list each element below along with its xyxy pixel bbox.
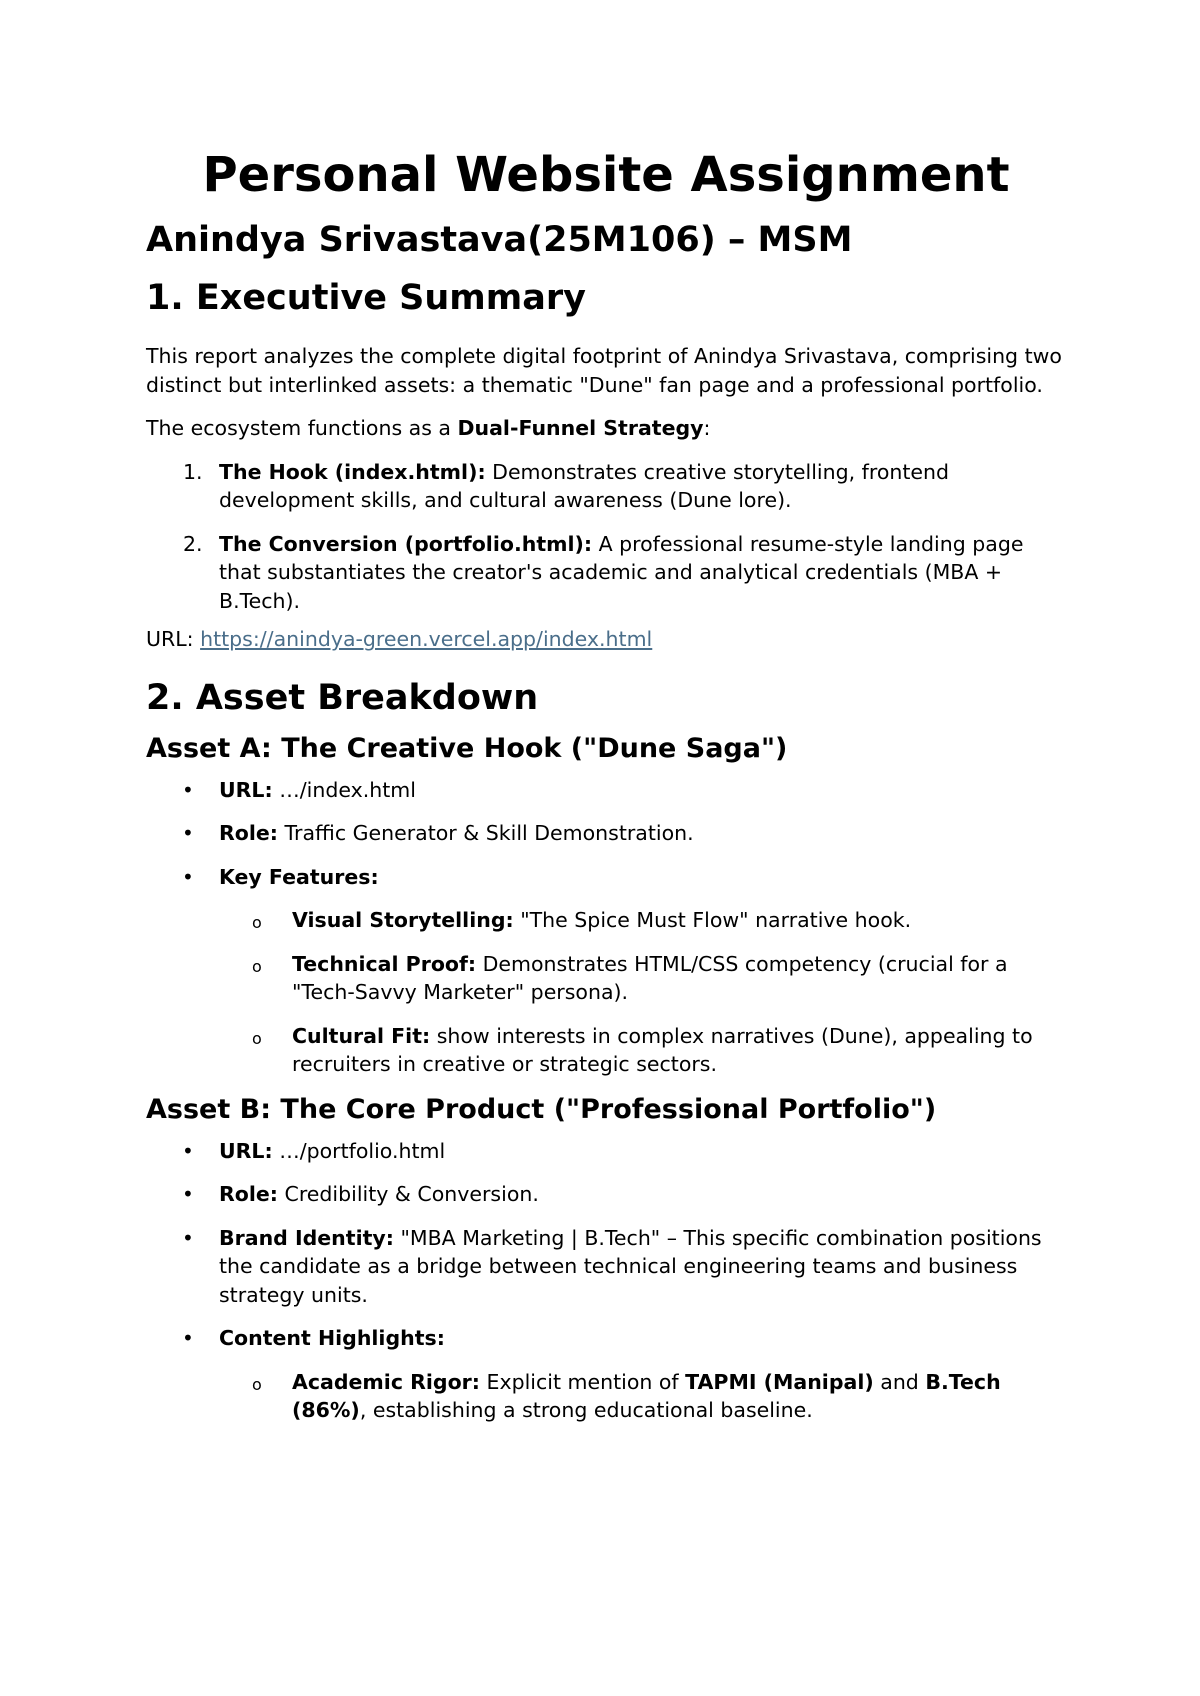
features-sublist <box>219 906 1066 1079</box>
item-label: Key Features: <box>219 864 379 889</box>
list-item <box>146 776 1066 805</box>
asset-a-heading: Asset A: The Creative Hook ("Dune Saga") <box>146 732 788 764</box>
sublist-item <box>219 950 1066 1007</box>
sub-bullet-marker: o <box>252 1374 262 1394</box>
list-item <box>146 1224 1066 1310</box>
list-number: 1. <box>183 459 203 484</box>
item-label: Cultural Fit: <box>292 1023 431 1048</box>
item-label: Academic Rigor: <box>292 1369 480 1394</box>
asset-b-heading: Asset B: The Core Product ("Professional Portfolio") <box>146 1093 937 1125</box>
funnel-list <box>146 458 1066 616</box>
item-text: Explicit mention of <box>479 1369 686 1394</box>
item-bold: TAPMI (Manipal) <box>685 1369 874 1394</box>
author-line: Anindya Srivastava(25M106) – MSM <box>146 220 853 260</box>
item-label: URL: <box>219 1138 273 1163</box>
bullet-marker: • <box>182 821 194 845</box>
bullet-marker: • <box>182 1138 194 1163</box>
item-label: Role: <box>219 1182 278 1206</box>
item-text: show interests in complex narratives (Dune), appealing to recruiters in creative or strategic sectors. <box>292 1023 1033 1076</box>
item-label: Visual Storytelling: <box>292 908 514 932</box>
item-text: Traffic Generator & Skill Demonstration. <box>278 821 694 845</box>
item-text: Demonstrates HTML/CSS competency (crucial for a "Tech-Savvy Marketer" persona). <box>292 951 1008 1004</box>
bullet-marker: • <box>182 1182 194 1206</box>
document-body <box>146 146 1066 1425</box>
list-item <box>146 1324 1066 1425</box>
bullet-marker: • <box>182 864 194 889</box>
site-url-link[interactable]: https://anindya-green.vercel.app/index.html <box>200 627 653 651</box>
sub-bullet-marker: o <box>252 913 262 932</box>
item-label: Role: <box>219 821 278 845</box>
list-item <box>146 458 1066 515</box>
asset-b-list <box>146 1137 1066 1425</box>
summary-intro: This report analyzes the complete digital footprint of Anindya Srivastava, comprising two distinct but interlinked assets: a thematic "Dune" fan page and a professional portfolio. <box>146 344 1062 397</box>
sublist-item <box>219 1368 1066 1425</box>
list-item <box>146 1137 1066 1166</box>
item-label: The Hook (index.html): <box>219 459 486 484</box>
sublist-item <box>219 906 1066 935</box>
item-label: The Conversion (portfolio.html): <box>219 531 593 556</box>
item-text: Demonstrates creative storytelling, frontend development skills, and cultural awareness (Dune lore). <box>219 459 950 512</box>
item-text: "MBA Marketing | B.Tech" – This specific combination positions the candidate as a bridge between technical engineering teams and business strategy units. <box>219 1225 1042 1307</box>
bullet-marker: • <box>182 777 194 802</box>
item-text: "The Spice Must Flow" narrative hook. <box>513 908 912 932</box>
lead-suffix: : <box>703 416 711 440</box>
item-label: Brand Identity: <box>219 1225 394 1250</box>
asset-a-list <box>146 776 1066 1079</box>
lead-text: The ecosystem functions as a <box>146 416 458 440</box>
bullet-marker: • <box>182 1225 194 1250</box>
item-bold: B.Tech (86%) <box>292 1369 1001 1422</box>
sub-bullet-marker: o <box>252 1028 262 1048</box>
item-label: URL: <box>219 777 273 802</box>
section-heading-asset-breakdown: 2. Asset Breakdown <box>146 677 539 718</box>
sub-bullet-marker: o <box>252 956 262 976</box>
item-text: , establishing a strong educational baseline. <box>359 1398 813 1422</box>
item-text: Credibility & Conversion. <box>278 1182 539 1206</box>
item-text: …/index.html <box>272 777 416 802</box>
strategy-lead <box>146 414 1066 443</box>
item-label: Content Highlights: <box>219 1326 445 1350</box>
item-text: A professional resume-style landing page that substantiates the creator's academic and analytical credentials (MBA + B.Tech). <box>219 531 1024 613</box>
url-label: URL: <box>146 627 201 651</box>
bullet-marker: • <box>182 1326 194 1350</box>
item-text: and <box>873 1369 926 1394</box>
list-item <box>146 863 1066 1079</box>
list-item <box>146 1180 1066 1209</box>
item-label: Technical Proof: <box>292 951 477 976</box>
list-number: 2. <box>183 531 203 556</box>
list-item <box>146 530 1066 616</box>
list-item <box>146 819 1066 848</box>
url-line <box>146 625 1066 654</box>
lead-bold: Dual-Funnel Strategy <box>457 416 704 440</box>
section-heading-executive-summary: 1. Executive Summary <box>146 278 586 318</box>
highlights-sublist <box>219 1368 1066 1425</box>
item-text: …/portfolio.html <box>272 1138 446 1163</box>
sublist-item <box>219 1022 1066 1079</box>
page-title: Personal Website Assignment <box>202 147 1010 203</box>
